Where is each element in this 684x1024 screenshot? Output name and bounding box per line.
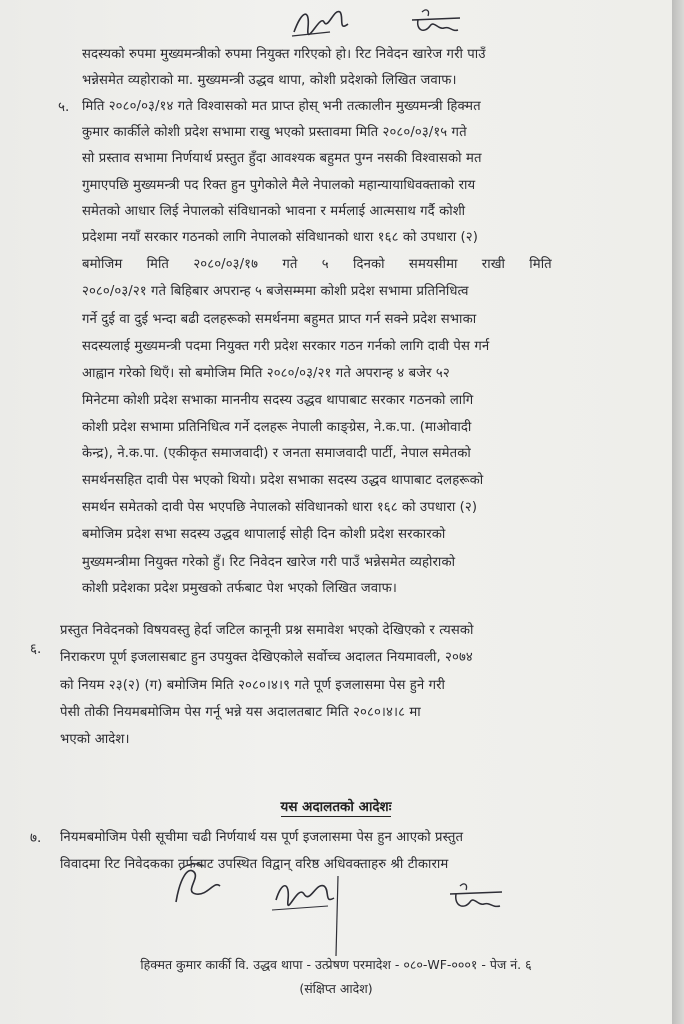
- text-line: नियमबमोजिम पेसी सूचीमा चढी निर्णयार्थ यस पूर्ण इजलासमा पेस हुन आएको प्रस्तुत: [60, 830, 464, 845]
- text-line: मिति २०८०/०३/१४ गते विश्वासको मत प्राप्त होस् भनी तत्कालीन मुख्यमन्त्री हिक्मत: [82, 99, 481, 114]
- page-edge: [672, 0, 684, 1024]
- paragraph-number-7: ७.: [30, 830, 42, 846]
- signature-top-left: [290, 2, 360, 42]
- signature-bottom-right: [446, 880, 510, 920]
- footer-note: (संक्षिप्त आदेश): [299, 981, 373, 996]
- text-line: भन्नेसमेत व्यहोराको मा. मुख्यमन्त्री उद्धव थापा, कोशी प्रदेशको लिखित जवाफ।: [82, 73, 457, 88]
- text-line: सो प्रस्ताव सभामा निर्णयार्थ प्रस्तुत हुँदा आवश्यक बहुमत पुग्न नसकी विश्वासको मत: [82, 151, 482, 166]
- signature-top-right: [408, 6, 468, 40]
- text-line: आह्वान गरेको थिएँ। सो बमोजिम मिति २०८०/०३/२१ गते अपरान्ह ४ बजेर ५२: [82, 366, 450, 381]
- text-line: कोशी प्रदेश सभामा प्रतिनिधित्व गर्ने दलहरू नेपाली काङ्ग्रेस, ने.क.पा. (माओवादी: [82, 420, 472, 435]
- text-line: गुमाएपछि मुख्यमन्त्री पद रिक्त हुन पुगेकोले मैले नेपालको महान्यायाधिवक्ताको राय: [82, 178, 476, 193]
- footer-case-line: हिक्मत कुमार कार्की वि. उद्धव थापा - उत्प्रेषण परमादेश - ०८०-WF-०००१ - पेज नं. ६: [140, 957, 532, 972]
- text-line: समर्थनसहित दावी पेस भएको थियो। प्रदेश सभाका सदस्य उद्धव थापाबाट दलहरूको: [82, 473, 484, 488]
- text-line: कोशी प्रदेशका प्रदेश प्रमुखको तर्फबाट पेश भएको लिखित जवाफ।: [82, 581, 397, 596]
- text-line: भएको आदेश।: [60, 732, 130, 747]
- signature-bottom-center: [268, 870, 358, 960]
- text-line: बमोजिम प्रदेश सभा सदस्य उद्धव थापालाई सोही दिन कोशी प्रदेश सरकारको: [82, 527, 446, 542]
- text-line: को नियम २३(२) (ग) बमोजिम मिति २०८०।४।९ गते पूर्ण इजलासमा पेस हुने गरी: [60, 678, 446, 693]
- text-line: प्रदेशमा नयाँ सरकार गठनको लागि नेपालको संविधानको धारा १६८ को उपधारा (२): [82, 230, 478, 245]
- text-line: सदस्यलाई मुख्यमन्त्री पदमा नियुक्त गरी प्रदेश सरकार गठन गर्नको लागि दावी पेस गर्न: [82, 339, 490, 354]
- text-line: कुमार कार्कीले कोशी प्रदेश सभामा राखु भएको प्रस्तावमा मिति २०८०/०३/१५ गते: [82, 125, 467, 140]
- text-line: सदस्यको रुपमा मुख्यमन्त्रीको रुपमा नियुक्त गरिएको हो। रिट निवेदन खारेज गरी पाउँ: [82, 47, 486, 62]
- signature-bottom-left: [170, 858, 230, 908]
- text-line: गर्ने दुई वा दुई भन्दा बढी दलहरूको समर्थनमा बहुमत प्राप्त गर्न सक्ने प्रदेश सभाका: [82, 312, 477, 327]
- text-line: मुख्यमन्त्रीमा नियुक्त गरेको हुँ। रिट निवेदन खारेज गरी पाउँ भन्नेसमेत व्यहोराको: [82, 555, 456, 570]
- text-line: विवादमा रिट निवेदकका तर्फबाट उपस्थित विद्वान् वरिष्ठ अधिवक्ताहरु श्री टीकाराम: [60, 857, 449, 872]
- section-heading: यस अदालतको आदेशः: [280, 799, 392, 815]
- text-line: बमोजिम मिति २०८०/०३/१७ गते ५ दिनको समयसीमा राखी मिति: [82, 257, 552, 272]
- text-line: मिनेटमा कोशी प्रदेश सभाका माननीय सदस्य उद्धव थापाबाट सरकार गठनको लागि: [82, 393, 474, 408]
- text-line: २०८०/०३/२१ गते बिहिबार अपरान्ह ५ बजेसम्ममा कोशी प्रदेश सभामा प्रतिनिधित्व: [82, 284, 469, 299]
- paragraph-number-6: ६.: [30, 641, 42, 657]
- text-line: प्रस्तुत निवेदनको विषयवस्तु हेर्दा जटिल कानूनी प्रश्न समावेश भएको देखिएको र त्यसको: [60, 623, 474, 638]
- text-line: समर्थन समेतको दावी पेस भएपछि नेपालको संविधानको धारा १६८ को उपधारा (२): [82, 500, 478, 515]
- text-line: केन्द्र), ने.क.पा. (एकीकृत समाजवादी) र जनता समाजवादी पार्टी, नेपाल समेतको: [82, 446, 471, 461]
- text-line: समेतको आधार लिई नेपालको संविधानको भावना र मर्मलाई आत्मसाथ गर्दै कोशी: [82, 204, 466, 219]
- text-line: निराकरण पूर्ण इजलासबाट हुन उपयुक्त देखिएकोले सर्वोच्च अदालत नियमावली, २०७४: [60, 650, 473, 665]
- text-line: पेसी तोकी नियमबमोजिम पेस गर्नू भन्ने यस अदालतबाट मिति २०८०।४।८ मा: [60, 705, 421, 720]
- paragraph-number-5: ५.: [58, 99, 70, 115]
